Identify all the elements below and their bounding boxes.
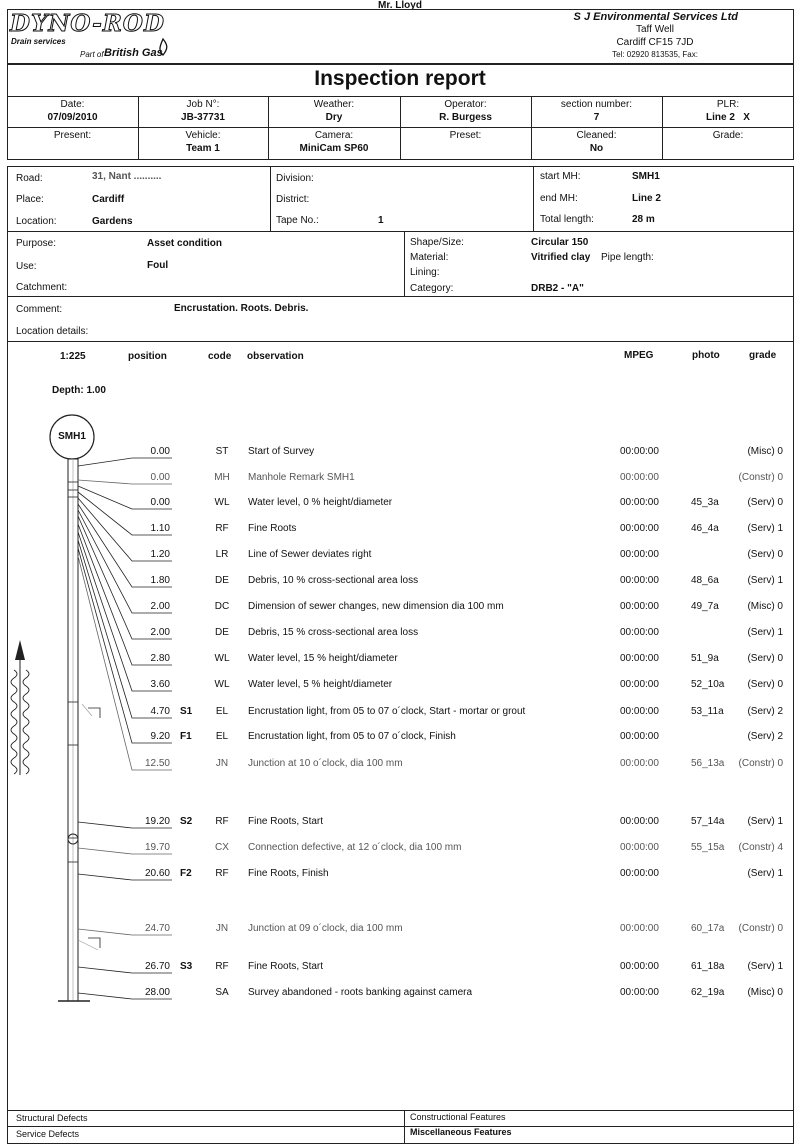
company-line2: Cardiff CF15 7JD bbox=[616, 37, 694, 48]
category-label: Category: bbox=[410, 283, 454, 294]
misc-features-label: Miscellaneous Features bbox=[410, 1127, 512, 1137]
row-position: 1.80 bbox=[150, 575, 170, 586]
row-code: RF bbox=[215, 523, 229, 534]
row-position: 1.10 bbox=[150, 523, 170, 534]
brand-logo: DYNO-ROD bbox=[10, 10, 165, 37]
vehicle-label: Vehicle: bbox=[185, 130, 221, 141]
material-label: Material: bbox=[410, 252, 449, 263]
row-grade: (Serv) 0 bbox=[747, 653, 783, 664]
row-grade: (Serv) 1 bbox=[747, 868, 783, 879]
row-mark: S3 bbox=[180, 961, 193, 972]
constructional-features-label: Constructional Features bbox=[410, 1112, 506, 1122]
cleaned-value: No bbox=[589, 143, 604, 154]
row-mpeg: 00:00:00 bbox=[620, 842, 659, 853]
top-name: Mr. Lloyd bbox=[378, 0, 422, 11]
row-mpeg: 00:00:00 bbox=[620, 923, 659, 934]
row-position: 0.00 bbox=[150, 446, 170, 457]
leader-lines bbox=[78, 458, 172, 999]
row-photo: 60_17a bbox=[691, 923, 725, 934]
row-observation: Water level, 15 % height/diameter bbox=[248, 653, 398, 664]
divider bbox=[404, 1110, 405, 1144]
row-photo: 56_13a bbox=[691, 758, 725, 769]
row-mpeg: 00:00:00 bbox=[620, 653, 659, 664]
operator-label: Operator: bbox=[444, 99, 487, 110]
row-code: EL bbox=[215, 706, 229, 717]
row-observation: Water level, 0 % height/diameter bbox=[248, 497, 393, 508]
location-label: Location: bbox=[16, 216, 57, 227]
row-code: RF bbox=[215, 868, 229, 879]
total-length-value: 28 m bbox=[632, 214, 655, 225]
row-code: ST bbox=[215, 446, 229, 457]
weather-label: Weather: bbox=[313, 99, 355, 110]
road-value: 31, Nant .......... bbox=[92, 171, 162, 182]
logo-subtitle: Drain services bbox=[11, 37, 66, 46]
row-observation: Fine Roots, Start bbox=[248, 961, 324, 972]
row-observation: Dimension of sewer changes, new dimension dia 100 mm bbox=[248, 601, 504, 612]
row-position: 3.60 bbox=[150, 679, 170, 690]
mpeg-header: MPEG bbox=[624, 350, 654, 361]
row-photo: 61_18a bbox=[691, 961, 725, 972]
row-grade: (Serv) 0 bbox=[747, 549, 783, 560]
present-label: Present: bbox=[53, 130, 92, 141]
row-mpeg: 00:00:00 bbox=[620, 446, 659, 457]
row-code: EL bbox=[215, 731, 229, 742]
row-observation: Survey abandoned - roots banking against camera bbox=[248, 987, 473, 998]
position-header: position bbox=[128, 351, 167, 362]
structural-defects-label: Structural Defects bbox=[16, 1113, 88, 1123]
row-grade: (Serv) 1 bbox=[747, 627, 783, 638]
divider bbox=[7, 1110, 794, 1111]
row-position: 28.00 bbox=[144, 987, 170, 998]
use-value: Foul bbox=[147, 260, 169, 271]
row-grade: (Serv) 0 bbox=[747, 497, 783, 508]
row-grade: (Serv) 1 bbox=[747, 961, 783, 972]
row-photo: 62_19a bbox=[691, 987, 725, 998]
material-value: Vitrified clay bbox=[531, 252, 591, 263]
row-observation: Junction at 10 o´clock, dia 100 mm bbox=[248, 758, 403, 769]
row-photo: 45_3a bbox=[691, 497, 719, 508]
row-mpeg: 00:00:00 bbox=[620, 627, 659, 638]
row-mpeg: 00:00:00 bbox=[620, 523, 659, 534]
company-name: S J Environmental Services Ltd bbox=[573, 11, 738, 23]
row-grade: (Constr) 0 bbox=[738, 472, 783, 483]
row-grade: (Serv) 1 bbox=[747, 816, 783, 827]
row-observation: Debris, 10 % cross-sectional area loss bbox=[248, 575, 419, 586]
row-photo: 51_9a bbox=[691, 653, 719, 664]
end-mh-value: Line 2 bbox=[632, 193, 661, 204]
row-position: 19.70 bbox=[144, 842, 170, 853]
row-grade: (Misc) 0 bbox=[747, 601, 783, 612]
row-position: 0.00 bbox=[150, 497, 170, 508]
row-position: 0.00 bbox=[150, 472, 170, 483]
row-position: 24.70 bbox=[144, 923, 170, 934]
row-code: SA bbox=[215, 987, 229, 998]
company-line3: Tel: 02920 813535, Fax: bbox=[612, 50, 698, 59]
plr-label: PLR: bbox=[716, 99, 740, 110]
start-mh-label: start MH: bbox=[540, 171, 581, 182]
row-observation: Junction at 09 o´clock, dia 100 mm bbox=[248, 923, 403, 934]
row-position: 2.00 bbox=[150, 601, 170, 612]
start-mh-value: SMH1 bbox=[632, 171, 660, 182]
date-label: Date: bbox=[60, 99, 85, 110]
district-label: District: bbox=[276, 194, 310, 205]
row-observation: Debris, 15 % cross-sectional area loss bbox=[248, 627, 419, 638]
scale-header: 1:225 bbox=[60, 351, 86, 362]
row-photo: 46_4a bbox=[691, 523, 719, 534]
row-grade: (Serv) 2 bbox=[747, 706, 783, 717]
comment-label: Comment: bbox=[16, 304, 63, 315]
row-position: 4.70 bbox=[150, 706, 170, 717]
camera-label: Camera: bbox=[314, 130, 354, 141]
row-position: 19.20 bbox=[144, 816, 170, 827]
row-grade: (Serv) 1 bbox=[747, 523, 783, 534]
category-value: DRB2 - "A" bbox=[531, 283, 584, 294]
row-code: JN bbox=[215, 923, 229, 934]
shape-label: Shape/Size: bbox=[410, 237, 464, 248]
row-mark: S1 bbox=[180, 706, 193, 717]
plr-value: Line 2 X bbox=[706, 112, 750, 123]
row-mpeg: 00:00:00 bbox=[620, 679, 659, 690]
row-mpeg: 00:00:00 bbox=[620, 987, 659, 998]
row-mpeg: 00:00:00 bbox=[620, 731, 659, 742]
row-photo: 55_15a bbox=[691, 842, 725, 853]
camera-value: MiniCam SP60 bbox=[299, 143, 369, 154]
row-mpeg: 00:00:00 bbox=[620, 497, 659, 508]
row-grade: (Misc) 0 bbox=[747, 446, 783, 457]
comment-value: Encrustation. Roots. Debris. bbox=[174, 303, 309, 314]
row-position: 2.80 bbox=[150, 653, 170, 664]
row-mark: F1 bbox=[180, 731, 192, 742]
pipe-length-label: Pipe length: bbox=[601, 252, 654, 263]
row-position: 20.60 bbox=[144, 868, 170, 879]
divider bbox=[7, 1126, 794, 1127]
page-title: Inspection report bbox=[314, 67, 486, 90]
row-code: WL bbox=[214, 653, 230, 664]
operator-value: R. Burgess bbox=[439, 112, 492, 123]
row-mpeg: 00:00:00 bbox=[620, 758, 659, 769]
leader-line bbox=[78, 458, 172, 466]
row-code: WL bbox=[214, 679, 230, 690]
row-code: MH bbox=[214, 472, 230, 483]
row-code: WL bbox=[214, 497, 230, 508]
row-observation: Line of Sewer deviates right bbox=[248, 549, 372, 560]
row-mpeg: 00:00:00 bbox=[620, 868, 659, 879]
row-observation: Encrustation light, from 05 to 07 o´clock, Finish bbox=[248, 731, 456, 742]
row-photo: 53_11a bbox=[691, 706, 724, 717]
company-line1: Taff Well bbox=[636, 24, 674, 35]
depth-label: Depth: 1.00 bbox=[52, 385, 106, 396]
row-mpeg: 00:00:00 bbox=[620, 472, 659, 483]
row-mark: S2 bbox=[180, 816, 193, 827]
job-label: Job N°: bbox=[186, 99, 220, 110]
catchment-label: Catchment: bbox=[16, 282, 68, 293]
tape-label: Tape No.: bbox=[276, 215, 319, 226]
weather-value: Dry bbox=[325, 112, 343, 123]
division-label: Division: bbox=[276, 173, 314, 184]
row-code: RF bbox=[215, 961, 229, 972]
row-mpeg: 00:00:00 bbox=[620, 549, 659, 560]
manhole-label: SMH1 bbox=[58, 431, 86, 442]
row-mpeg: 00:00:00 bbox=[620, 601, 659, 612]
row-observation: Start of Survey bbox=[248, 446, 315, 457]
location-value: Gardens bbox=[92, 216, 133, 227]
row-observation: Encrustation light, from 05 to 07 o´clock, Start - mortar or grout bbox=[248, 706, 526, 717]
row-grade: (Constr) 0 bbox=[738, 758, 783, 769]
logo-parent: British Gas bbox=[104, 47, 163, 59]
service-defects-label: Service Defects bbox=[16, 1129, 80, 1139]
vehicle-value: Team 1 bbox=[186, 143, 220, 154]
observation-header: observation bbox=[247, 351, 304, 362]
row-photo: 49_7a bbox=[691, 601, 719, 612]
section-value: 7 bbox=[593, 112, 600, 123]
lining-label: Lining: bbox=[410, 267, 440, 278]
row-grade: (Serv) 1 bbox=[747, 575, 783, 586]
row-mark: F2 bbox=[180, 868, 192, 879]
code-header: code bbox=[208, 351, 232, 362]
date-value: 07/09/2010 bbox=[47, 112, 98, 123]
row-code: DE bbox=[215, 575, 229, 586]
row-grade: (Constr) 4 bbox=[738, 842, 783, 853]
row-mpeg: 00:00:00 bbox=[620, 816, 659, 827]
purpose-label: Purpose: bbox=[16, 238, 57, 249]
place-label: Place: bbox=[16, 194, 44, 205]
place-value: Cardiff bbox=[92, 194, 125, 205]
total-length-label: Total length: bbox=[540, 214, 594, 225]
purpose-value: Asset condition bbox=[147, 238, 223, 249]
grade-header: grade bbox=[749, 350, 777, 361]
preset-label: Preset: bbox=[449, 130, 482, 141]
row-grade: (Serv) 0 bbox=[747, 679, 783, 690]
row-photo: 52_10a bbox=[691, 679, 725, 690]
row-code: DC bbox=[214, 601, 230, 612]
grade-label: Grade: bbox=[712, 130, 744, 141]
job-value: JB-37731 bbox=[181, 112, 225, 123]
row-code: LR bbox=[215, 549, 229, 560]
row-code: CX bbox=[215, 842, 229, 853]
row-photo: 57_14a bbox=[691, 816, 725, 827]
row-observation: Water level, 5 % height/diameter bbox=[248, 679, 393, 690]
photo-header: photo bbox=[692, 350, 720, 361]
row-observation: Fine Roots, Finish bbox=[248, 868, 329, 879]
cleaned-label: Cleaned: bbox=[576, 130, 617, 141]
section-label: section number: bbox=[560, 99, 633, 110]
row-code: JN bbox=[215, 758, 229, 769]
row-position: 26.70 bbox=[144, 961, 170, 972]
row-position: 2.00 bbox=[150, 627, 170, 638]
use-label: Use: bbox=[16, 261, 37, 272]
row-grade: (Serv) 2 bbox=[747, 731, 783, 742]
row-grade: (Constr) 0 bbox=[738, 923, 783, 934]
leader-line bbox=[78, 524, 172, 665]
end-mh-label: end MH: bbox=[540, 193, 578, 204]
row-mpeg: 00:00:00 bbox=[620, 706, 659, 717]
row-observation: Manhole Remark SMH1 bbox=[248, 472, 355, 483]
location-details-label: Location details: bbox=[16, 326, 89, 337]
row-observation: Fine Roots, Start bbox=[248, 816, 324, 827]
row-position: 12.50 bbox=[144, 758, 170, 769]
row-code: RF bbox=[215, 816, 229, 827]
tape-value: 1 bbox=[378, 215, 384, 226]
road-label: Road: bbox=[16, 173, 43, 184]
row-photo: 48_6a bbox=[691, 575, 719, 586]
logo-partof: Part of bbox=[80, 50, 104, 59]
shape-value: Circular 150 bbox=[531, 237, 589, 248]
direction-arrow-icon bbox=[11, 640, 29, 775]
row-mpeg: 00:00:00 bbox=[620, 575, 659, 586]
row-mpeg: 00:00:00 bbox=[620, 961, 659, 972]
row-code: DE bbox=[215, 627, 229, 638]
row-position: 1.20 bbox=[150, 549, 170, 560]
row-observation: Fine Roots bbox=[248, 523, 297, 534]
row-position: 9.20 bbox=[150, 731, 170, 742]
row-observation: Connection defective, at 12 o´clock, dia 100 mm bbox=[248, 842, 462, 853]
row-grade: (Misc) 0 bbox=[747, 987, 783, 998]
